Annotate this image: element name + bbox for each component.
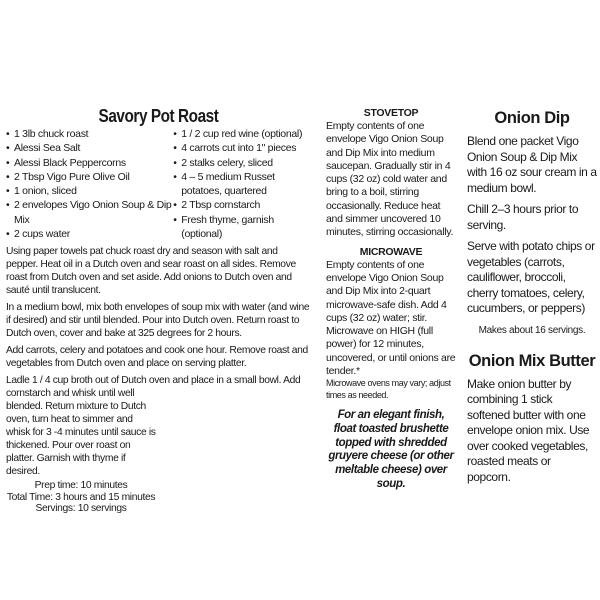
onion-dip-step: Serve with potato chips or vegetables (carrots, cauliflower, broccoli, cherry tomatoes, celery, cucumbers, or peppers) bbox=[467, 239, 595, 315]
elegant-finish-tip: For an elegant finish, float toasted brushette topped with shredded gruyere cheese (or other meltable cheese) over soup. bbox=[328, 409, 454, 490]
instruction-step: In a medium bowl, mix both envelopes of soup mix with water (and wine if desired) and stir until blended. Pour into Dutch oven. Return roast to Dutch oven, cover and bake at 325 degrees for 2 hours. bbox=[6, 302, 310, 340]
onion-dip-step: Blend one packet Vigo Onion Soup & Dip Mix with 16 oz sour cream in a medium bowl. bbox=[467, 134, 597, 195]
ingredient-item: • 2 cups water bbox=[6, 227, 173, 241]
instruction-step: Add carrots, celery and potatoes and cook one hour. Remove roast and vegetables from Dutch oven and place on serving platter. bbox=[6, 345, 308, 370]
stovetop-text: Empty contents of one envelope Vigo Onion Soup and Dip Mix into medium saucepan. Gradually stir in 4 cups (32 oz) cold water and bring to a boil, stirring occasionally. Reduce heat and simmer uncovered 10 minutes, stirring occasionally. bbox=[326, 120, 454, 239]
total-time: Total Time: 3 hours and 15 minutes bbox=[6, 491, 156, 503]
onion-dip-title: Onion Dip bbox=[494, 109, 570, 127]
servings: Servings: 10 servings bbox=[35, 503, 127, 515]
instruction-step-continued: blended. Return mixture to Dutch oven, turn heat to simmer and whisk for 3 -4 minutes until sauce is thickened. Pour over roast on platter. Garnish with thyme if desired. bbox=[6, 401, 156, 478]
ingredient-column-right bbox=[173, 127, 311, 241]
microwave-text: Empty contents of one envelope Vigo Onion Soup and Dip Mix into 2-quart microwave-safe dish. Add 4 cups (32 oz) water; stir. Microwave on HIGH (full power) for 12 minutes, uncovered, or until onions are tender.* bbox=[326, 258, 456, 378]
ingredient-item: • 1 3lb chuck roast bbox=[6, 127, 173, 141]
pot-roast-recipe bbox=[6, 105, 311, 515]
ingredient-item: • Alessi Sea Salt bbox=[6, 141, 173, 155]
ingredient-item: • 2 Tbsp cornstarch bbox=[173, 198, 311, 212]
ingredient-item: • 4 carrots cut into 1" pieces bbox=[173, 141, 311, 155]
ingredient-column-left bbox=[6, 127, 173, 241]
onion-dip-recipe bbox=[467, 108, 597, 485]
ingredient-item: • 4 – 5 medium Russet potatoes, quartered bbox=[173, 170, 311, 199]
stovetop-header: STOVETOP bbox=[363, 107, 419, 119]
ingredient-item: • Alessi Black Peppercorns bbox=[6, 156, 173, 170]
microwave-header: MICROWAVE bbox=[359, 245, 423, 258]
instruction-step: Using paper towels pat chuck roast dry and season with salt and pepper. Heat oil in a Dutch oven and sear roast on all sides. Remove roast from Dutch oven and set aside. Add onions to Dutch oven and sauté until translucent. bbox=[6, 246, 296, 297]
onion-butter-text: Make onion butter by combining 1 stick softened butter with one envelope onion mix. Use over cooked vegetables, roasted meats or popcorn. bbox=[467, 376, 590, 484]
ingredient-item: • 1 / 2 cup red wine (optional) bbox=[173, 127, 311, 141]
ingredient-item: • Fresh thyme, garnish (optional) bbox=[173, 213, 311, 242]
instruction-step: Ladle 1 / 4 cup broth out of Dutch oven and place in a small bowl. Add cornstarch and whisk until well bbox=[6, 375, 301, 400]
onion-dip-yield: Makes about 16 servings. bbox=[478, 324, 586, 336]
ingredient-list bbox=[6, 127, 311, 241]
pot-roast-title: Savory Pot Roast bbox=[98, 106, 219, 126]
prep-time: Prep time: 10 minutes bbox=[34, 480, 128, 492]
onion-dip-step: Chill 2–3 hours prior to serving. bbox=[467, 202, 579, 232]
ingredient-item: • 1 onion, sliced bbox=[6, 184, 173, 198]
microwave-note: Microwave ovens may vary; adjust times as needed. bbox=[326, 378, 451, 400]
ingredient-item: • 2 stalks celery, sliced bbox=[173, 156, 311, 170]
recipe-meta bbox=[6, 480, 156, 515]
onion-butter-title: Onion Mix Butter bbox=[468, 351, 596, 370]
ingredient-item: • 2 Tbsp Vigo Pure Olive Oil bbox=[6, 170, 173, 184]
ingredient-item: • 2 envelopes Vigo Onion Soup & Dip Mix bbox=[6, 198, 173, 227]
soup-instructions bbox=[326, 107, 456, 492]
